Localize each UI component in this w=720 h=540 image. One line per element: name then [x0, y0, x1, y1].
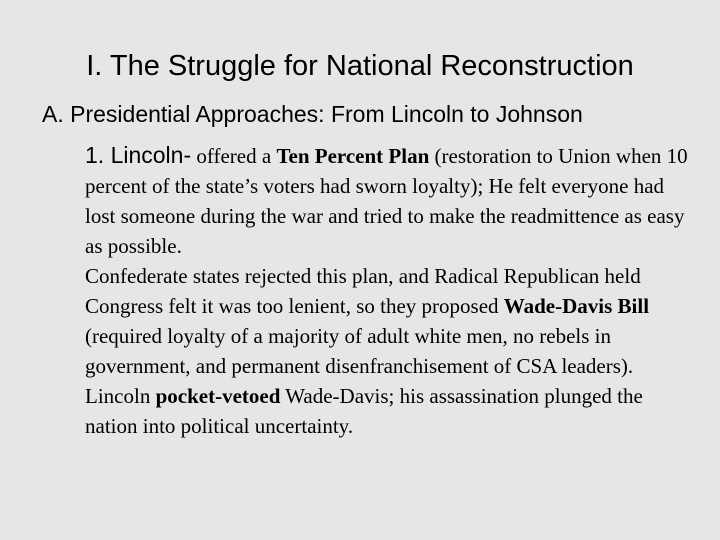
p3-text-1: Lincoln	[85, 384, 156, 408]
p2-text-2: (required loyalty of a majority of adult white men, no rebels in government, and permanent disenfranchisement of CSA leaders).	[85, 324, 634, 378]
p2-text-1: Confederate states rejected this plan, and Radical Republican held Congress felt it was too lenient, so they proposed	[85, 264, 641, 318]
point-1-body	[85, 140, 690, 441]
p1-text-1: offered a	[191, 144, 277, 168]
section-heading-a: A. Presidential Approaches: From Lincoln to Johnson	[42, 101, 583, 127]
pocket-vetoed-term: pocket-vetoed	[155, 384, 281, 408]
point-1-paragraph-1	[85, 140, 690, 261]
point-1-lead: 1. Lincoln-	[85, 142, 192, 168]
ten-percent-plan-term: Ten Percent Plan	[276, 144, 430, 168]
point-1-paragraph-3	[85, 381, 690, 441]
p3-text-2: Wade-Davis; his assassination plunged the nation into political uncertainty.	[85, 384, 643, 438]
point-1-paragraph-2	[85, 261, 690, 381]
p1-text-2: (restoration to Union when 10 percent of the state’s voters had sworn loyalty); He felt everyone had lost someone during the war and tried to make the readmittence as easy as possible.	[85, 144, 688, 258]
slide-title: I. The Struggle for National Reconstruction	[86, 50, 634, 82]
wade-davis-bill-term: Wade-Davis Bill	[503, 294, 650, 318]
